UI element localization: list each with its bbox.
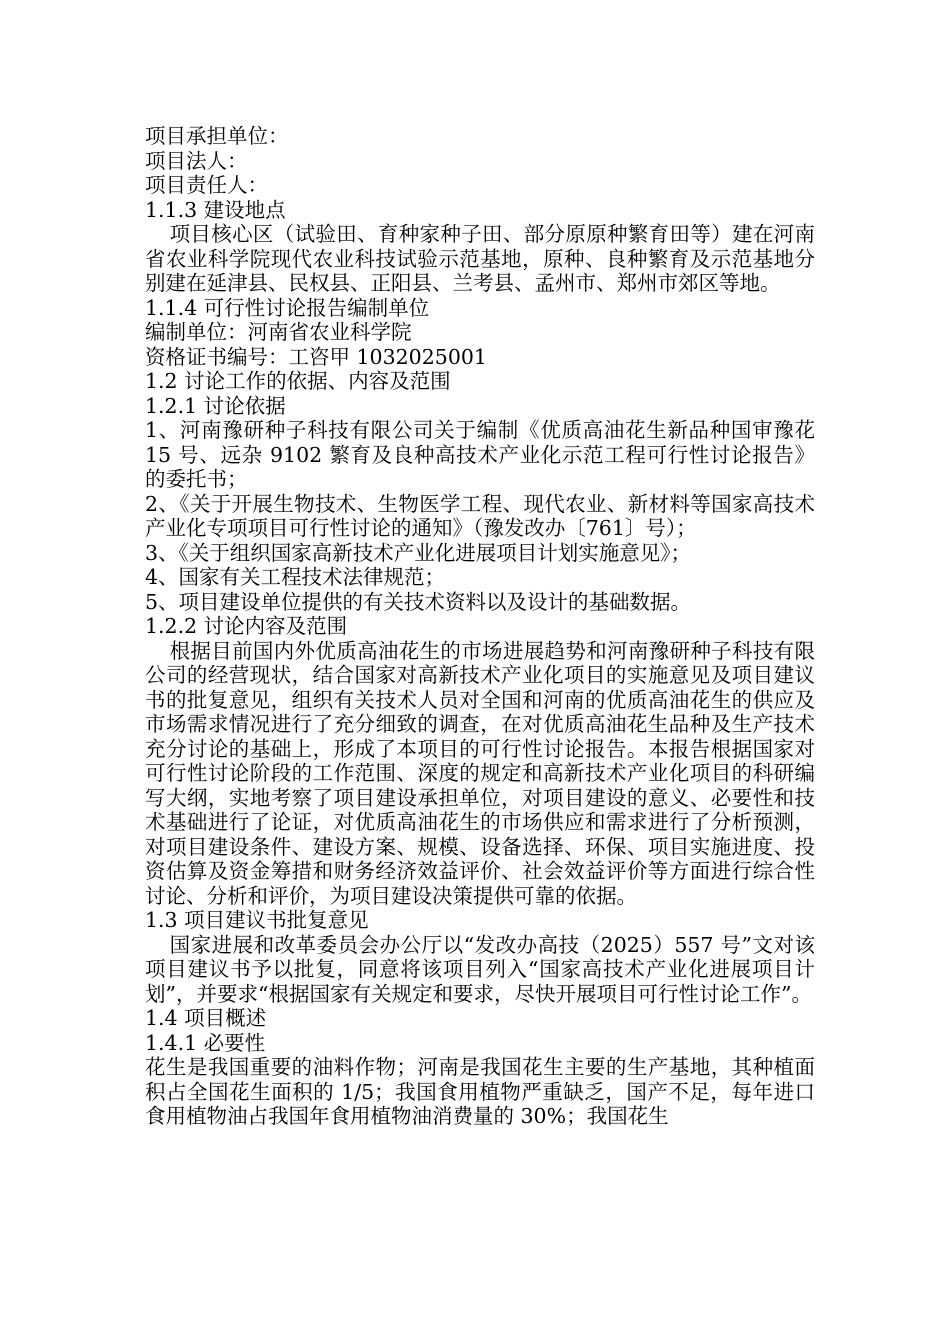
basis-item-3: 3、《关于组织国家高新技术产业化进展项目计划实施意见》； [145,540,692,565]
field-undertaking-unit: 项目承担单位： [145,124,289,148]
heading-1-2-2: 1.2.2 讨论内容及范围 [145,614,348,638]
paragraph-construction-site: 项目核心区（试验田、育种家种子田、部分原原种繁育田等）建在河南省农业科学院现代农业科技试验示范基地，原种、良种繁育及示范基地分别建在延津县、民权县、正阳县、兰考县、孟州市、郑州市郊区等地。 [145,222,815,295]
heading-1-2-1: 1.2.1 讨论依据 [145,393,286,418]
heading-1-1-3: 1.1.3 建设地点 [145,197,286,222]
document-page [145,124,815,1129]
heading-1-2: 1.2 讨论工作的依据、内容及范围 [145,369,451,393]
basis-item-4: 4、国家有关工程技术法律规范； [145,565,446,589]
heading-1-1-4: 1.1.4 可行性讨论报告编制单位 [145,295,430,320]
paragraph-research-scope: 根据目前国内外优质高油花生的市场进展趋势和河南豫研种子科技有限公司的经营现状，结合国家对高新技术产业化项目的实施意见及项目建议书的批复意见，组织有关技术人员对全国和河南的优质高油花生的供应及市场需求情况进行了充分细致的调查，在对优质高油花生品种及生产技术充分讨论的基础上，形成了本项目的可行性讨论报告。本报告根据国家对可行性讨论阶段的工作范围、深度的规定和高新技术产业化项目的科研编写大纲，实地考察了项目建设承担单位，对项目建设的意义、必要性和技术基础进行了论证，对优质高油花生的市场供应和需求进行了分析预测，对项目建设条件、建设方案、规模、设备选择、环保、项目实施进度、投资估算及资金筹措和财务经济效益评价、社会效益评价等方面进行综合性讨论、分析和评价，为项目建设决策提供可靠的依据。 [145,638,815,908]
heading-1-4: 1.4 项目概述 [145,1006,267,1030]
basis-item-5: 5、项目建设单位提供的有关技术资料以及设计的基础数据。 [145,589,692,614]
field-legal-person: 项目法人： [145,148,248,173]
basis-item-2: 2、《关于开展生物技术、生物医学工程、现代农业、新材料等国家高技术产业化专项项目可行性讨论的通知》（豫发改办〔761〕号）； [145,491,815,540]
field-responsible-person: 项目责任人： [145,173,268,197]
compiling-unit: 编制单位：河南省农业科学院 [145,320,412,344]
paragraph-approval-opinion: 国家进展和改革委员会办公厅以“发改办高技（2025）557 号”文对该项目建议书予以批复，同意将该项目列入“国家高技术产业化进展项目计划”，并要求“根据国家有关规定和要求，尽快开展项目可行性讨论工作”。 [145,932,815,1006]
heading-1-3: 1.3 项目建议书批复意见 [145,908,369,932]
certificate-number: 资格证书编号：工咨甲 1032025001 [145,344,487,369]
heading-1-4-1: 1.4.1 必要性 [145,1030,266,1055]
paragraph-necessity: 花生是我国重要的油料作物；河南是我国花生主要的生产基地，其种植面积占全国花生面积的 1/5；我国食用植物严重缺乏，国产不足，每年进口食用植物油占我国年食用植物油消费量的 30%；我国花生 [145,1055,815,1128]
basis-item-1: 1、河南豫研种子科技有限公司关于编制《优质高油花生新品种国审豫花 15 号、远杂 9102 繁育及良种高技术产业化示范工程可行性讨论报告》的委托书； [145,418,815,491]
